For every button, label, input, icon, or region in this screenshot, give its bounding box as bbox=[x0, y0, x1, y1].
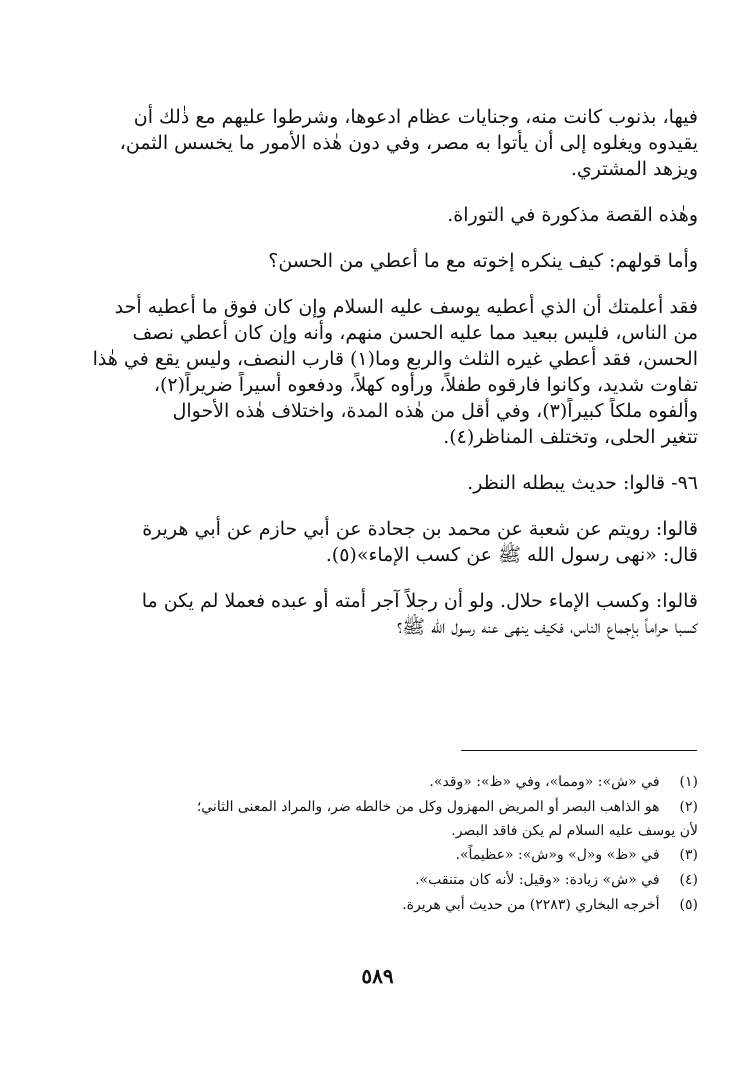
text-line: الحسن، فقد أعطي غيره الثلث والربع وما(١) قارب النصف، وليس يقع في هٰذا bbox=[92, 348, 698, 370]
text-line: ٩٦- قالوا: حديث يبطله النظر. bbox=[467, 472, 698, 494]
text-line: كسبا حراماً بإجماع الناس، فكيف ينهى عنه رسول الله ﷺ؟ bbox=[396, 616, 698, 638]
text-line: ويزهد المشتري. bbox=[570, 158, 698, 180]
text-line: تفاوت شديد، وكانوا فارقوه طفلاً، ورأوه كهلاً، ودفعوه أسيراً ضريراً(٢)، bbox=[153, 374, 698, 396]
footnote-text: في «ش» زيادة: «وقيل: لأنه كان متنقب». bbox=[415, 872, 660, 888]
footnote-number: (٤) bbox=[679, 872, 698, 888]
text-line: قالوا: رويتم عن شعبة عن محمد بن جحادة عن أبي حازم عن أبي هريرة bbox=[142, 518, 698, 540]
footnote-continuation: لأن يوسف عليه السلام لم يكن فاقد البصر. bbox=[451, 823, 698, 839]
text-line: وألفوه ملكاً كبيراً(٣)، وفي أقل من هٰذه المدة، واختلاف هٰذه الأحوال bbox=[172, 400, 698, 422]
section-heading bbox=[58, 470, 698, 496]
footnote-number: (٣) bbox=[679, 847, 698, 863]
text-line: وهٰذه القصة مذكورة في التوراة. bbox=[447, 204, 698, 226]
footnote-number: (٥) bbox=[679, 897, 698, 913]
text-line: يقيدوه ويغلوه إلى أن يأتوا به مصر، وفي دون هٰذه الأمور ما يخسس الثمن، bbox=[119, 132, 698, 154]
text-line: قالوا: وكسب الإماء حلال. ولو أن رجلاً آجر أمته أو عبده فعملا لم يكن ما bbox=[141, 590, 698, 612]
footnote-separator bbox=[461, 750, 697, 751]
paragraph bbox=[58, 516, 698, 568]
paragraph bbox=[58, 202, 698, 228]
footnote bbox=[58, 843, 698, 868]
footnote-text: هو الذاهب البصر أو المريض المهزول وكل من خالطه ضر، والمراد المعنى الثاني؛ bbox=[196, 799, 660, 815]
text-line: قال: «نهى رسول الله ﷺ عن كسب الإماء»(٥). bbox=[325, 544, 698, 566]
footnote-number: (٢) bbox=[679, 799, 698, 815]
footnote-number: (١) bbox=[679, 774, 698, 790]
footnotes bbox=[58, 770, 698, 918]
paragraph bbox=[58, 104, 698, 182]
text-line: فقد أعلمتك أن الذي أعطيه يوسف عليه السلام وإن كان فوق ما أعطيه أحد bbox=[114, 296, 698, 318]
footnote bbox=[58, 795, 698, 820]
footnote-text: في «ش»: «ومما»، وفي «ظ»: «وقد». bbox=[429, 774, 660, 790]
page-number: ٥٨٩ bbox=[361, 964, 394, 988]
paragraph bbox=[58, 294, 698, 450]
footnote bbox=[58, 770, 698, 795]
footnote-text: أخرجه البخاري (٢٢٨٣) من حديث أبي هريرة. bbox=[402, 897, 660, 913]
main-text bbox=[58, 104, 698, 640]
text-line: تتغير الحلى، وتختلف المناظر(٤). bbox=[443, 426, 698, 448]
text-line: فيها، بذنوب كانت منه، وجنايات عظام ادعوها، وشرطوا عليهم مع ذٰلك أن bbox=[133, 106, 698, 128]
text-line: وأما قولهم: كيف ينكره إخوته مع ما أعطي من الحسن؟ bbox=[268, 250, 698, 272]
paragraph bbox=[58, 248, 698, 274]
text-line: من الناس، فليس ببعيد مما عليه الحسن منهم، وأنه وإن كان أعطي نصف bbox=[132, 322, 698, 344]
paragraph bbox=[58, 588, 698, 640]
footnote bbox=[58, 868, 698, 893]
footnote-text: في «ظ» و«ل» و«ش»: «عظيماً». bbox=[455, 847, 660, 863]
footnote bbox=[58, 893, 698, 918]
